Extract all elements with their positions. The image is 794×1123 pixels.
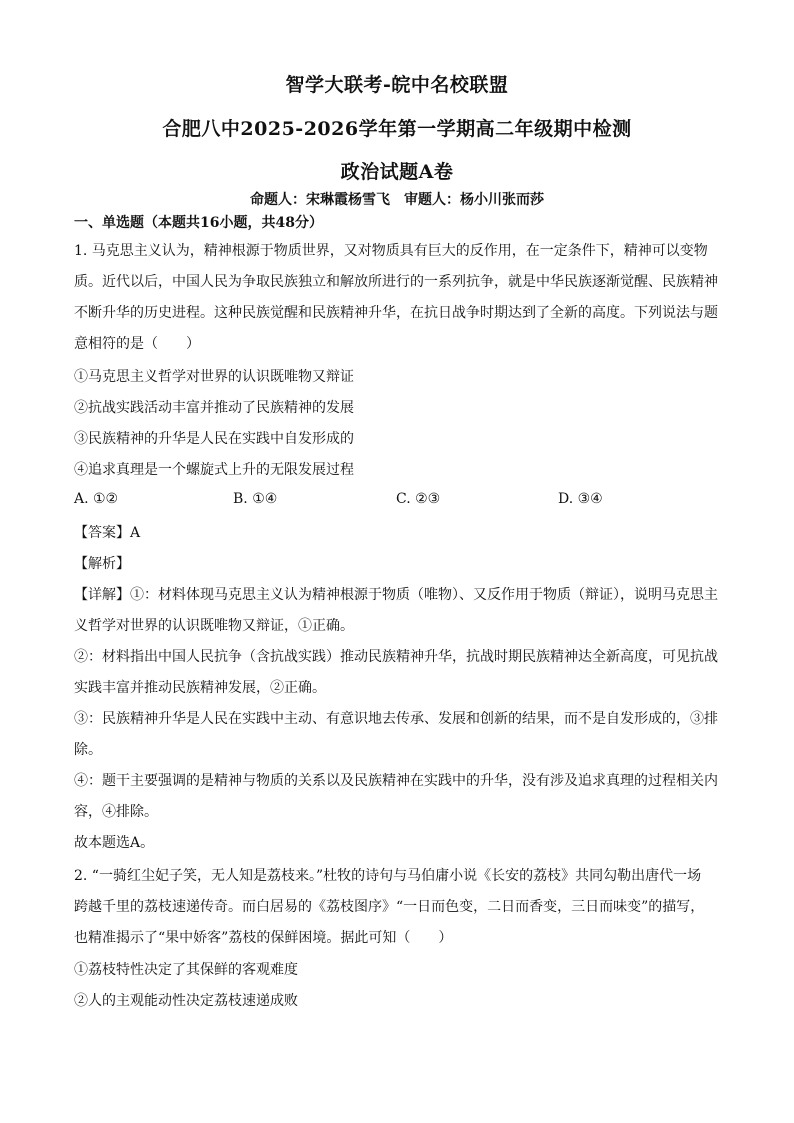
exam-school-title: 合肥八中2025-2026学年第一学期高二年级期中检测 [162,118,632,140]
q2-statement: ②人的主观能动性决定荔枝速递成败 [74,993,298,1009]
q1-conclusion: 故本题选A。 [74,835,155,851]
exam-subject-title: 政治试题A卷 [340,161,454,183]
q1-stem-line: 意相符的是（ ） [74,336,200,352]
q1-statement: ③民族精神的升华是人民在实践中自发形成的 [74,431,354,447]
q1-statement: ①马克思主义哲学对世界的认识既唯物又辩证 [74,369,354,385]
authors-line [0,189,794,209]
q1-statement: ②抗战实践活动丰富并推动了民族精神的发展 [74,400,354,416]
q1-explanation-line: 实践丰富并推动民族精神发展，②正确。 [74,680,326,696]
q1-statement: ④追求真理是一个螺旋式上升的无限发展过程 [74,462,354,478]
q2-stem-line: 2. “一骑红尘妃子笑，无人知是荔枝来。”杜牧的诗句与马伯庸小说《长安的荔枝》共同勾勒出唐代一场 [74,868,702,884]
q1-stem-line: 质。近代以后，中国人民为争取民族独立和解放所进行的一系列抗争，就是中华民族逐渐觉醒、民族精神 [74,274,718,290]
q1-stem-line: 不断升华的历史进程。这种民族觉醒和民族精神升华，在抗日战争时期达到了全新的高度。下列说法与题 [74,305,718,321]
q1-option-d: D. ③④ [558,491,603,507]
q1-option-a: A. ①② [74,491,119,507]
q1-explanation-line: 除。 [74,742,102,758]
q2-stem-line: 跨越千里的荔枝速递传奇。而白居易的《荔枝图序》“一日而色变，二日而香变，三日而味变”的描写， [74,899,705,915]
q1-explanation-line: ③：民族精神升华是人民在实践中主动、有意识地去传承、发展和创新的结果，而不是自发形成的，③排 [74,711,718,727]
q1-analysis-label: 【解析】 [74,556,130,572]
q1-explanation-line: ④：题干主要强调的是精神与物质的关系以及民族精神在实践中的升华，没有涉及追求真理的过程相关内 [74,773,718,789]
q1-stem-line: 1. 马克思主义认为，精神根源于物质世界，又对物质具有巨大的反作用，在一定条件下，精神可以变物 [74,243,708,259]
q1-explanation-line: 容，④排除。 [74,804,158,820]
q2-stem-line: 也精准揭示了“果中娇客”荔枝的保鲜困境。据此可知（ ） [74,930,453,946]
question-reviewers: 审题人：杨小川张而莎 [404,192,544,208]
q1-explanation-line: 【详解】①：材料体现马克思主义认为精神根源于物质（唯物）、又反作用于物质（辩证），说明马克思主 [74,587,718,603]
q1-option-b: B. ①④ [233,491,278,507]
q1-option-c: C. ②③ [396,491,441,507]
exam-series-title: 智学大联考-皖中名校联盟 [285,74,509,96]
q1-explanation-line: ②：材料指出中国人民抗争（含抗战实践）推动民族精神升华，抗战时期民族精神达全新高度，可见抗战 [74,649,718,665]
q1-explanation-line: 义哲学对世界的认识既唯物又辩证，①正确。 [74,618,354,634]
q1-answer: 【答案】A [74,525,141,541]
section-heading: 一、单选题（本题共16小题，共48分） [74,215,323,231]
question-setters: 命题人：宋琳霞杨雪飞 [250,192,390,208]
q2-statement: ①荔枝特性决定了其保鲜的客观难度 [74,962,298,978]
